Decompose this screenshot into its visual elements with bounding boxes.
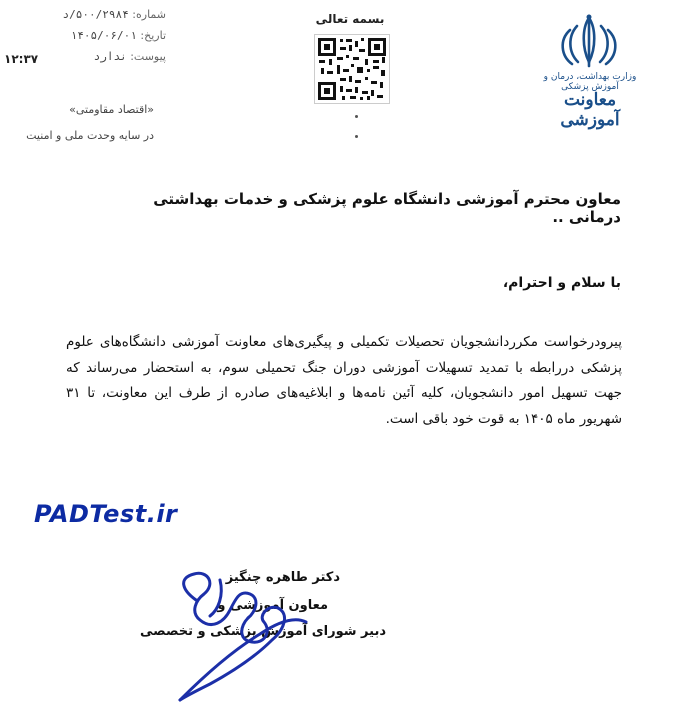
signatory-name: دکتر طاهره چنگیز [225, 570, 340, 585]
timestamp: ۱۲:۳۷ [4, 52, 39, 66]
qr-code-pattern [315, 35, 389, 103]
slogan-economy: «اقتصاد مقاومتی» [69, 103, 154, 116]
watermark: PADTest.ir [34, 500, 178, 528]
recipient-line: معاون محترم آموزشی دانشگاه علوم پزشکی و خدمات بهداشتی درمانی .. [153, 190, 621, 226]
letter-attachment-label: پیوست: [130, 50, 166, 63]
bismillah: بسمه تعالی [315, 12, 385, 26]
dot-mark [355, 135, 358, 138]
signatory-title-2: دبیر شورای آموزش پزشکی و تخصصی [139, 624, 386, 639]
letter-date-label: تاریخ: [140, 29, 166, 42]
signatory-title-1: معاون آموزشی و [217, 598, 328, 613]
logo-ministry-text: وزارت بهداشت، درمان و آموزش پزشکی [543, 72, 637, 92]
greeting: با سلام و احترام، [502, 275, 621, 291]
slogan-unity: در سایه وحدت ملی و امنیت [26, 129, 154, 142]
letter-body: پیرودرخواست مکرردانشجویان تحصیلات تکمیلی و پیگیری‌های معاونت آموزشی دانشگاه‌های علوم پزشکی دررابطه با تمدید تسهیلات آموزشی دوران جنگ تحمیلی سوم، به استحضار می‌رساند که جهت تسهیل امور دانشجویان، کلیه آئین نامه‌ها و ابلاغیه‌های صادره از طرف این معاونت، تا ۳۱ شهریور ماه ۱۴۰۵ به قوت خود باقی است. [66, 334, 622, 427]
letter-date [58, 29, 166, 42]
qr-code-icon [314, 34, 390, 104]
letter-number-value: ۵۰۰/۲۹۸۴/د [62, 8, 129, 21]
handwritten-signature [160, 560, 340, 710]
letter-number-label: شماره: [132, 8, 166, 21]
logo-deputy-text: معاونت آموزشی [560, 90, 620, 130]
dot-mark [355, 115, 358, 118]
letter-number [58, 8, 166, 21]
letter-date-value: ۱۴۰۵/۰۶/۰۱ [70, 29, 137, 42]
iran-emblem-icon [556, 12, 622, 70]
letter-attachment-value: ندارد [93, 50, 127, 63]
letter-attachment [58, 50, 166, 63]
